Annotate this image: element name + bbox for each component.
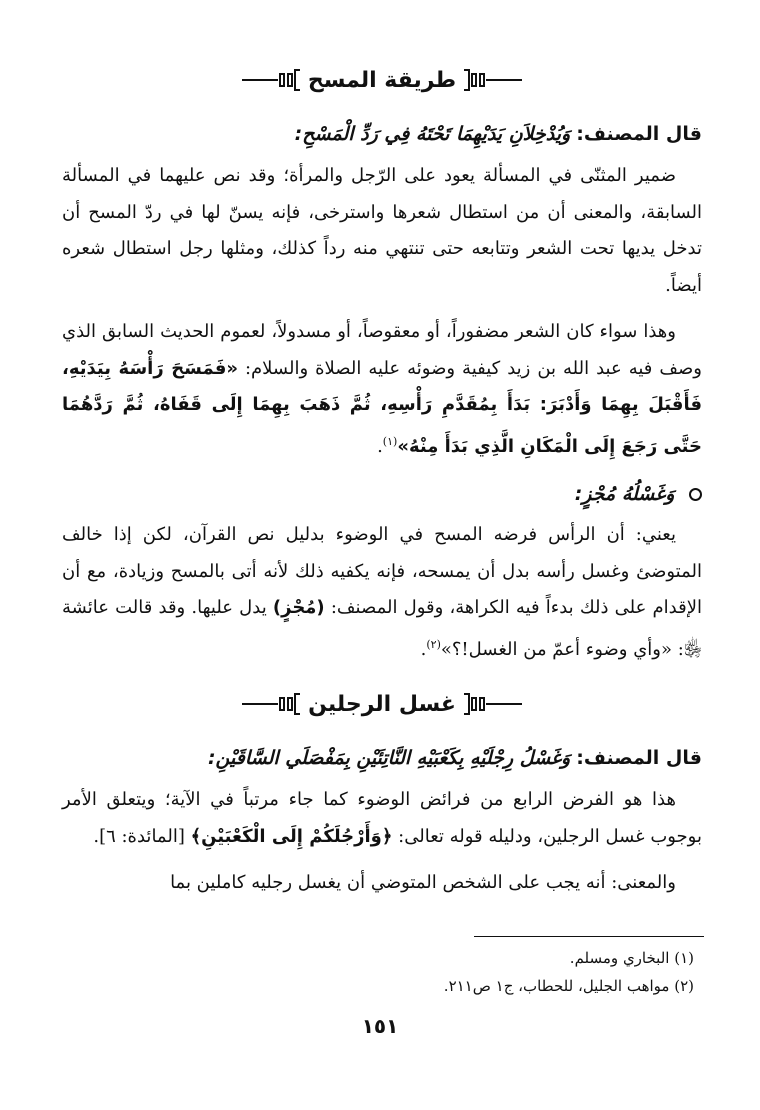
section-heading-masah: [62, 58, 702, 102]
footnote: (١) البخاري ومسلم.: [569, 949, 694, 967]
quoted-text: «وأي وضوء أعمّ من الغسل!؟»: [440, 638, 673, 660]
circle-bullet-icon: [689, 488, 702, 501]
footnote: (٢) مواهب الجليل، للحطاب، ج١ ص٢١١.: [443, 977, 694, 995]
page-number: ١٥١: [361, 1014, 399, 1038]
paragraph-text: وهذا سواء كان الشعر مضفوراً، أو معقوصاً، أو مسدولاً، لعموم الحديث السابق الذي وصف فيه عبد الله بن زيد كيفية وضوئه عليه الصلاة والسلام:: [62, 321, 702, 379]
footnotes: [62, 944, 702, 1000]
ayah-reference: [المائدة: ٦].: [93, 825, 185, 847]
author-quote: [62, 740, 702, 776]
ayah-text: ﴿وَأَرْجُلَكُمْ إِلَى الْكَعْبَيْنِ﴾: [190, 825, 393, 847]
quote-text: وَغَسْلُ رِجْلَيْهِ بِكَعْبَيْهِ النَّاتِئَيْنِ بِمَفْصَلَي السَّاقَيْنِ:: [207, 747, 571, 769]
section-title: طريقة المسح: [307, 67, 457, 93]
section-title: غسل الرجلين: [308, 691, 456, 717]
paragraph-text: يعني: أن الرأس فرضه المسح في الوضوء بدليل نص القرآن، لكن إذا خالف المتوضئ وغسل رأسه بدل أن يمسحه، فإنه يكفيه ذلك لأنه أتى بالمسح وزيادة، مع أن الإقدام على ذلك بدءاً فيه الكراهة، وقول المصنف:: [62, 524, 702, 618]
quote-label: قال المصنف:: [576, 747, 702, 769]
bullet-quote: [62, 475, 702, 513]
page-body: [62, 58, 702, 912]
quote-text: وَيُدْخِلاَنِ يَدَيْهِمَا تَحْتَهُ فِي رَدِّ الْمَسْحِ:: [294, 123, 571, 145]
bullet-text: وَغَسْلُهُ مُجْزٍ:: [574, 483, 675, 505]
paragraph: ضمير المثنّى في المسألة يعود على الرّجل والمرأة؛ وقد نص عليهما في المسألة السابقة، والمعنى أن من استطال شعرها واسترخى، فإنه يسنّ لها في ردّ المسح أن تدخل يديها تحت الشعر وتتابعه حتى تنتهي منه رداً كذلك، ومثلها رجل استطال شعره أيضاً.: [62, 165, 702, 296]
paragraph: يعني: أن الرأس فرضه المسح في الوضوء بدليل نص القرآن، لكن إذا خالف المتوضئ وغسل رأسه بدل أن يمسحه، فإنه يكفيه ذلك لأنه أتى بالمسح وزيادة، مع أن الإقدام على ذلك بدءاً فيه الكراهة، وقول المصنف: (مُجْزٍ) يدل عليها. وقد قالت عائشة ﵂: «وأي وضوء أعمّ من الغسل!؟»$^{(٢)}$.: [62, 524, 702, 660]
section-heading-feet: [62, 682, 702, 726]
paragraph-ayah: [62, 782, 702, 855]
paragraph-text: هذا هو الفرض الرابع من فرائض الوضوء كما جاء مرتباً في الآية؛ ويتعلق الأمر بوجوب غسل الرجلين، ودليله قوله تعالى:: [62, 789, 702, 847]
footnote-divider: [474, 936, 704, 937]
heading-ornament-left: [242, 70, 300, 90]
heading-ornament-right: [464, 70, 522, 90]
heading-ornament-left: [242, 694, 300, 714]
paragraph-text: يدل عليها. وقد قالت عائشة ﵂:: [62, 597, 702, 660]
hadith-text: «فَمَسَحَ رَأْسَهُ بِيَدَيْهِ، فَأَقْبَلَ بِهِمَا وَأَدْبَرَ: بَدَأَ بِمُقَدَّمِ رَأْسِهِ، ثُمَّ ذَهَبَ بِهِمَا إِلَى قَفَاهُ، ثُمَّ رَدَّهُمَا حَتَّى رَجَعَ إِلَى الْمَكَانِ الَّذِي بَدَأَ مِنْهُ»: [62, 357, 702, 457]
heading-ornament-right: [464, 694, 522, 714]
footnote-ref: (٢): [426, 637, 441, 651]
footnote-ref: (١): [382, 434, 398, 448]
bold-term: (مُجْزٍ): [272, 597, 325, 618]
paragraph-hadith: وهذا سواء كان الشعر مضفوراً، أو معقوصاً، أو مسدولاً، لعموم الحديث السابق الذي وصف فيه عبد الله بن زيد كيفية وضوئه عليه الصلاة والسلام: «فَمَسَحَ رَأْسَهُ بِيَدَيْهِ، فَأَقْبَلَ بِهِمَا وَأَدْبَرَ: بَدَأَ بِمُقَدَّمِ رَأْسِهِ، ثُمَّ ذَهَبَ بِهِمَا إِلَى قَفَاهُ، ثُمَّ رَدَّهُمَا حَتَّى رَجَعَ إِلَى الْمَكَانِ الَّذِي بَدَأَ مِنْهُ»$^{(١)}$.: [62, 321, 702, 457]
quote-label: قال المصنف:: [576, 123, 702, 145]
paragraph: والمعنى: أنه يجب على الشخص المتوضي أن يغسل رجليه كاملين بما: [170, 872, 676, 893]
author-quote: [62, 116, 702, 152]
